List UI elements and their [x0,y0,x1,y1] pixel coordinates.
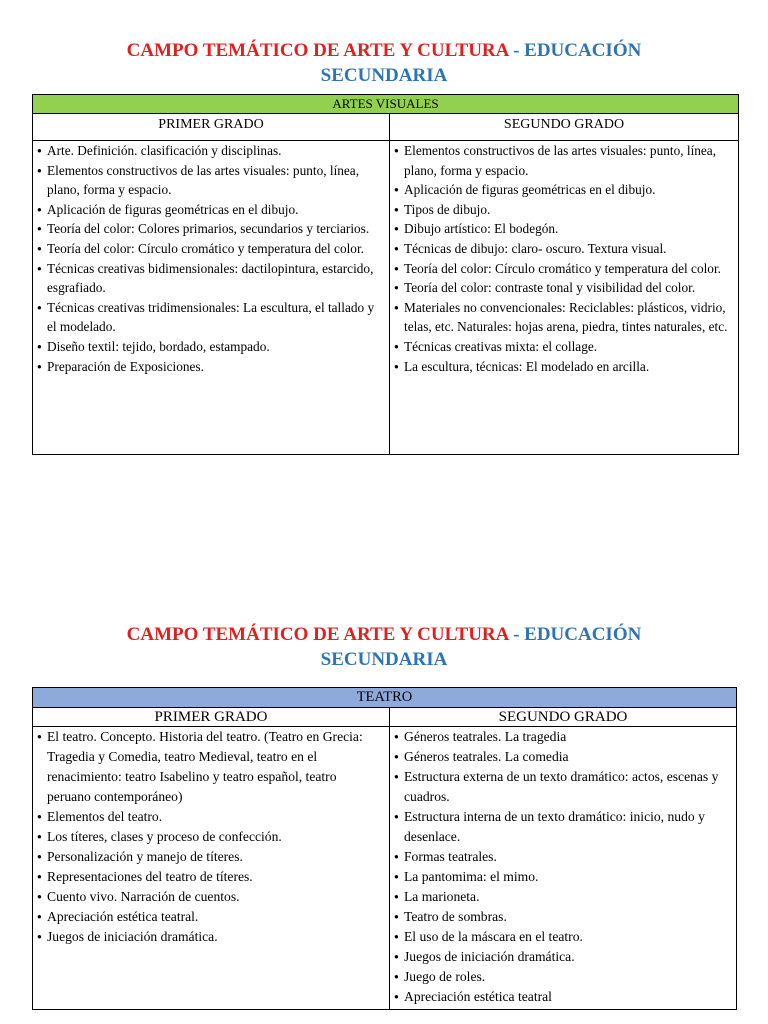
list-item-text: Elementos constructivos de las artes visuales: punto, línea, plano, forma y espacio. [404,143,717,178]
list-item-text: Personalización y manejo de títeres. [47,849,243,864]
bullet-icon: ● [37,224,42,234]
list-item-text: Materiales no convencionales: Reciclables: plásticos, vidrio, telas, etc. Naturales: hojas arena, piedra, tintes naturales, etc. [404,299,728,335]
list-item [33,141,389,161]
teatro-table [32,687,737,1010]
list-item [390,219,738,239]
list-item-text: Dibujo artístico: El bodegón. [404,221,559,237]
list-item [390,298,738,337]
column-header-segundo-grado: SEGUNDO GRADO [390,114,739,141]
bullet-icon: ● [394,283,399,293]
bullet-icon: ● [37,732,42,741]
list-item-text: Apreciación estética teatral. [47,909,199,924]
bullet-icon: ● [394,243,399,253]
list-item [390,141,738,180]
primer-grado-list [33,141,389,376]
bullet-icon: ● [37,872,42,881]
list-item [390,947,736,967]
list-item [390,337,738,357]
list-item-text: Teoría del color: Círculo cromático y temperatura del color. [404,260,721,276]
list-item-text: Cuento vivo. Narración de cuentos. [47,889,240,904]
bullet-icon: ● [394,204,399,214]
primer-grado-cell [33,727,390,1010]
list-item [390,357,738,377]
bullet-icon: ● [394,772,399,781]
bullet-icon: ● [394,872,399,881]
list-item [33,927,389,947]
segundo-grado-list [390,727,736,1007]
list-item [390,967,736,987]
bullet-icon: ● [37,302,42,312]
table-banner: TEATRO [33,688,737,708]
list-item [390,200,738,220]
bullet-icon: ● [394,992,399,1001]
list-item [390,987,736,1007]
list-item-text: Diseño textil: tejido, bordado, estampado. [47,338,270,354]
list-item [33,239,389,259]
list-item-text: Teoría del color: contraste tonal y visibilidad del color. [404,280,696,296]
list-item-text: Estructura interna de un texto dramático: inicio, nudo y desenlace. [404,809,705,844]
list-item [390,927,736,947]
list-item-text: Apreciación estética teatral [404,989,552,1004]
bullet-icon: ● [394,932,399,941]
bullet-icon: ● [394,892,399,901]
list-item [390,727,736,747]
bullet-icon: ● [37,812,42,821]
bullet-icon: ● [37,852,42,861]
bullet-icon: ● [37,243,42,253]
table-banner: ARTES VISUALES [33,95,739,114]
bullet-icon: ● [37,832,42,841]
segundo-grado-cell [390,141,739,455]
list-item [390,847,736,867]
list-item-text: Juego de roles. [404,969,486,984]
list-item [33,907,389,927]
segundo-grado-list [390,141,738,376]
list-item-text: Aplicación de figuras geométricas en el dibujo. [47,201,299,217]
bullet-icon: ● [37,361,42,371]
list-item [390,887,736,907]
list-item-text: Elementos constructivos de las artes visuales: punto, línea, plano, forma y espacio. [47,162,360,198]
bullet-icon: ● [394,185,399,195]
list-item [33,827,389,847]
list-item-text: La escultura, técnicas: El modelado en arcilla. [404,358,650,374]
list-item [33,200,389,220]
list-item-text: Juegos de iniciación dramática. [404,949,575,964]
list-item-text: Juegos de iniciación dramática. [47,929,218,944]
list-item-text: Preparación de Exposiciones. [47,358,204,374]
bullet-icon: ● [37,146,42,155]
title-red-text: CAMPO TEMÁTICO DE ARTE Y CULTURA [126,40,509,61]
bullet-icon: ● [394,341,399,351]
list-item [390,747,736,767]
list-item [33,727,389,807]
list-item [390,259,738,279]
bullet-icon: ● [394,732,399,741]
section-2-title [0,622,768,672]
list-item-text: Los títeres, clases y proceso de confección. [47,829,282,844]
list-item-text: Arte. Definición. clasificación y disciplinas. [47,143,282,158]
list-item-text: Géneros teatrales. La tragedia [404,729,567,744]
bullet-icon: ● [37,912,42,921]
list-item-text: Teoría del color: Círculo cromático y temperatura del color. [47,240,364,256]
bullet-icon: ● [394,952,399,961]
list-item-text: Técnicas de dibujo: claro- oscuro. Textura visual. [404,240,667,256]
list-item-text: El uso de la máscara en el teatro. [404,929,583,944]
title-blue-text: EDUCACIÓN [524,624,642,645]
list-item [33,357,389,377]
list-item [390,767,736,807]
list-item-text: Representaciones del teatro de títeres. [47,869,253,884]
list-item-text: Tipos de dibujo. [404,201,491,217]
bullet-icon: ● [394,752,399,761]
list-item-text: Formas teatrales. [404,849,497,864]
segundo-grado-cell [390,727,737,1010]
list-item-text: Técnicas creativas tridimensionales: La escultura, el tallado y el modelado. [47,299,375,335]
list-item [390,807,736,847]
title-blue-line-2: SECUNDARIA [320,65,448,86]
bullet-icon: ● [394,912,399,921]
column-header-primer-grado: PRIMER GRADO [33,708,390,727]
list-item [390,907,736,927]
list-item [33,887,389,907]
title-dash: - [508,624,525,645]
list-item-text: Teatro de sombras. [404,909,507,924]
list-item [33,161,389,200]
list-item [33,219,389,239]
bullet-icon: ● [37,204,42,214]
artes-visuales-table [32,94,739,455]
list-item-text: Elementos del teatro. [47,809,163,824]
bullet-icon: ● [394,361,399,371]
primer-grado-list [33,727,389,947]
bullet-icon: ● [37,263,42,273]
list-item [33,807,389,827]
bullet-icon: ● [37,932,42,941]
title-dash: - [508,40,525,61]
list-item-text: Géneros teatrales. La comedia [404,749,569,764]
list-item [390,867,736,887]
list-item [33,867,389,887]
bullet-icon: ● [394,146,399,155]
bullet-icon: ● [37,341,42,351]
bullet-icon: ● [37,165,42,175]
list-item [390,239,738,259]
column-header-segundo-grado: SEGUNDO GRADO [390,708,737,727]
column-header-primer-grado: PRIMER GRADO [33,114,390,141]
list-item [33,847,389,867]
list-item-text: Teoría del color: Colores primarios, secundarios y terciarios. [47,221,370,237]
title-blue-line-2: SECUNDARIA [320,649,448,670]
bullet-icon: ● [394,224,399,234]
list-item [390,180,738,200]
list-item-text: Técnicas creativas mixta: el collage. [404,338,598,354]
list-item [33,298,389,337]
list-item-text: Estructura externa de un texto dramático: actos, escenas y cuadros. [404,769,719,804]
primer-grado-cell [33,141,390,455]
list-item-text: Técnicas creativas bidimensionales: dactilopintura, estarcido, esgrafiado. [47,260,374,296]
bullet-icon: ● [394,263,399,273]
list-item-text: La marioneta. [404,889,480,904]
list-item [33,259,389,298]
list-item-text: Aplicación de figuras geométricas en el dibujo. [404,182,656,198]
bullet-icon: ● [37,892,42,901]
list-item [390,278,738,298]
title-blue-text: EDUCACIÓN [524,40,642,61]
bullet-icon: ● [394,972,399,981]
bullet-icon: ● [394,812,399,821]
title-red-text: CAMPO TEMÁTICO DE ARTE Y CULTURA [126,624,509,645]
section-1-title [0,38,768,88]
list-item-text: El teatro. Concepto. Historia del teatro. (Teatro en Grecia: Tragedia y Comedia, teatro Medieval, teatro en el renacimiento: teatro Isabelino y teatro español, teatro peruano contemporáneo) [47,729,363,804]
list-item-text: La pantomima: el mimo. [404,869,539,884]
list-item [33,337,389,357]
bullet-icon: ● [394,302,399,312]
bullet-icon: ● [394,852,399,861]
